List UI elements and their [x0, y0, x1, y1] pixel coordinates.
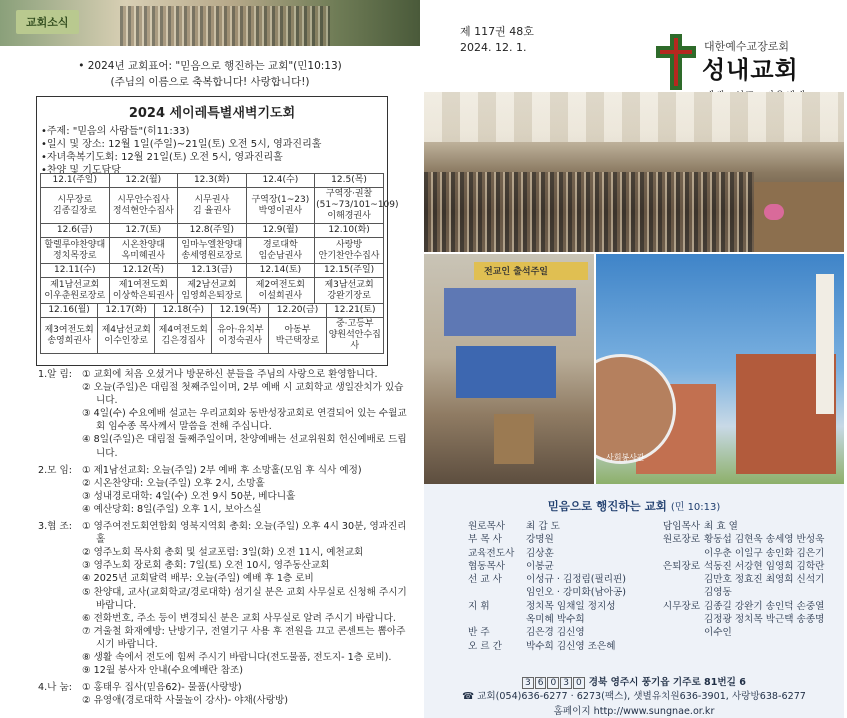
- announcement-section: [38, 464, 410, 516]
- schedule-person: 이상학은퇴권사: [112, 290, 174, 301]
- announcement-item: ① 홍태우 집사(믿음62)- 물품(사랑방): [82, 682, 242, 694]
- staff-row: [468, 533, 668, 546]
- schedule-leader: [246, 278, 315, 304]
- schedule-person: 임영희은퇴장로: [181, 290, 243, 301]
- address-line: [424, 674, 844, 689]
- denomination: 대한예수교장로회: [704, 40, 790, 53]
- schedule-date: 12.16(월): [41, 304, 98, 318]
- announcement-item: ① 교회에 처음 오셨거나 방문하신 분들을 주님의 사랑으로 환영합니다.: [82, 369, 378, 380]
- banner-photo: [120, 6, 330, 46]
- schedule-leader: [269, 318, 326, 354]
- zip-digit: 3: [560, 677, 572, 689]
- staff-row: [640, 613, 847, 626]
- info-line: •주제: "믿음의 사람들"(히11:33): [41, 126, 190, 137]
- prayer-meeting-title: 2024 세이레특별새벽기도회: [128, 106, 296, 121]
- news-tag: 교회소식: [16, 10, 79, 34]
- schedule-person: 양원석안수집사: [328, 330, 381, 351]
- schedule-date: 12.18(수): [155, 304, 212, 318]
- church-name: 성내교회: [702, 56, 799, 84]
- zip-digit: 6: [535, 677, 547, 689]
- announcements: [38, 364, 410, 707]
- announcement-item: ② 영주노회 목사회 총회 및 설교포럼: 3일(화) 오전 11시, 예천교회: [82, 547, 364, 559]
- staff-names: 임인오 · 강미화(남아공): [526, 587, 627, 599]
- schedule-leader: [326, 318, 383, 354]
- theme-verse-ref: (민 10:13): [670, 502, 721, 513]
- issue-date: 2024. 12. 1.: [460, 41, 527, 54]
- schedule-date: 12.8(주일): [178, 224, 247, 238]
- schedule-group: 할렐루야찬양대: [44, 239, 106, 250]
- staff-names: 옥미혜 박수희: [526, 614, 585, 626]
- church-building-photo: [596, 254, 844, 484]
- schedule-leader: [315, 238, 384, 264]
- schedule-person: 이우춘원로장로: [44, 290, 106, 301]
- schedule-group: 제2여전도회: [255, 279, 305, 290]
- schedule-person: 이수인장로: [104, 335, 148, 346]
- staff-names: 이봉균: [526, 560, 554, 572]
- info-line: •자녀축복기도회: 12월 21일(토) 오전 5시, 영과진리홀: [41, 152, 283, 163]
- schedule-date: 12.2(월): [109, 174, 178, 188]
- schedule-person: 박근택장로: [275, 335, 320, 346]
- schedule-date: 12.11(수): [41, 264, 110, 278]
- staff-row: [468, 640, 668, 653]
- announcement-section: [38, 368, 410, 460]
- staff-list-right: [640, 520, 847, 640]
- schedule-leader: [315, 188, 399, 224]
- schedule-group: 제1남선교회: [50, 279, 100, 290]
- year-theme-sub: (주님의 이름으로 축복합니다! 사랑합니다!): [110, 76, 310, 88]
- schedule-date: 12.1(주일): [41, 174, 110, 188]
- schedule-leader: [155, 318, 212, 354]
- year-theme: • 2024년 교회표어: "믿음으로 행진하는 교회"(민10:13): [78, 60, 342, 72]
- staff-role: 원로장로: [662, 534, 700, 546]
- staff-row: [640, 533, 847, 546]
- schedule-group: 경로대학: [262, 239, 298, 250]
- announcement-item: ② 시온찬양대: 오늘(주일) 오후 2시, 소망홀: [82, 477, 265, 489]
- announcement-item: ③ 4일(수) 수요예배 설교는 우리교회와 동반성장교회로 연결되어 있는 수월교회 임수종 목사께서 말씀을 전해 주십니다.: [82, 408, 407, 433]
- theme-verse: [424, 498, 844, 514]
- announcement-item: ② 유영애(경로대학 사물놀이 강사)- 야채(사랑방): [82, 695, 289, 707]
- schedule-group: 제3남선교회: [324, 279, 374, 290]
- news-banner: [0, 0, 420, 46]
- schedule-group: 제3여전도회: [44, 324, 94, 335]
- staff-row: [468, 600, 668, 613]
- announcement-section: [38, 681, 410, 707]
- schedule-leader: [41, 278, 110, 304]
- schedule-group: 제2남선교회: [187, 279, 237, 290]
- church-logo: [656, 28, 836, 98]
- schedule-leader: [246, 238, 315, 264]
- staff-row: [640, 600, 847, 613]
- schedule-date: 12.15(주일): [315, 264, 384, 278]
- staff-role: 오 르 간: [468, 640, 502, 652]
- issue-info: [460, 24, 534, 56]
- schedule-date: 12.19(목): [212, 304, 269, 318]
- announcement-item: ⑤ 찬양대, 교사(교회학교/경로대학) 섬기실 분은 교회 사무실로 신청해 주시기 바랍니다.: [82, 586, 407, 611]
- staff-role: 선 교 사: [468, 574, 502, 586]
- schedule-person: 이정숙권사: [218, 335, 263, 346]
- photo-caption: 사회봉사관: [606, 453, 645, 462]
- schedule-leader: [178, 238, 247, 264]
- schedule-date: 12.7(토): [109, 224, 178, 238]
- schedule-person: 안기찬안수집사: [318, 250, 380, 261]
- church-info-panel: [424, 484, 844, 718]
- staff-names: 정치목 임채일 정지성: [526, 600, 616, 612]
- schedule-person: 정석현안수집사: [112, 205, 174, 216]
- schedule-leader: [212, 318, 269, 354]
- right-page: [420, 0, 847, 718]
- schedule-group: 구역장·권찰(51~73/101~109): [316, 189, 399, 210]
- schedule-person: 정치목장로: [53, 250, 97, 261]
- schedule-leader: [41, 318, 98, 354]
- homepage-link[interactable]: 홈페이지 http://www.sungnae.or.kr: [553, 706, 715, 717]
- schedule-leader: [109, 238, 178, 264]
- schedule-person: 이설희권사: [258, 290, 303, 301]
- announcement-item: ① 제1남선교회: 오늘(주일) 2부 예배 후 소망홀(모임 후 식사 예정): [82, 464, 362, 476]
- schedule-date: 12.17(화): [98, 304, 155, 318]
- worship-photo: [424, 92, 844, 252]
- schedule-group: 아동부: [284, 324, 311, 335]
- cross-icon: [656, 34, 696, 90]
- staff-row: [468, 613, 668, 626]
- staff-role: [640, 547, 704, 560]
- prayer-meeting-info: [41, 125, 383, 177]
- staff-row: [468, 560, 668, 573]
- schedule-date: 12.21(토): [326, 304, 383, 318]
- announcement-item: ⑥ 전화번호, 주소 등이 변경되신 분은 교회 사무실로 알려 주시기 바랍니다.: [82, 612, 396, 624]
- schedule-date: 12.3(화): [178, 174, 247, 188]
- schedule-date: 12.10(화): [315, 224, 384, 238]
- staff-row: [640, 560, 847, 573]
- schedule-leader: [98, 318, 155, 354]
- staff-row: [640, 520, 847, 533]
- zip-digit: 0: [547, 677, 559, 689]
- schedule-group: 시온찬양대: [121, 239, 166, 250]
- staff-row: [468, 586, 668, 599]
- schedule-date: 12.5(목): [315, 174, 384, 188]
- schedule-leader: [41, 188, 110, 224]
- staff-names: 김종길 강완기 송인덕 손중열: [704, 600, 825, 612]
- schedule-leader: [178, 188, 247, 224]
- staff-names: 김은경 김신영: [526, 627, 585, 639]
- schedule-person: 송영희권사: [47, 335, 91, 346]
- schedule-person: 옥미혜권사: [121, 250, 166, 261]
- sermon-photo: [424, 254, 594, 484]
- schedule-date: 12.14(토): [246, 264, 315, 278]
- announcement-item: ④ 8일(주일)은 대림절 둘째주일이며, 찬양예배는 선교위원회 헌신예배로 드립니다.: [82, 434, 407, 459]
- staff-names: 김만호 정효진 최영희 신석기: [704, 574, 825, 586]
- schedule-group: 제4남선교회: [101, 324, 151, 335]
- announcement-item: ③ 영주노회 장로회 총회: 7일(토) 오전 10시, 영주동산교회: [82, 560, 330, 572]
- staff-role: 반 주: [468, 627, 490, 639]
- sermon-banner-text: 전교인 출석주일: [484, 267, 548, 277]
- staff-names: 김상훈: [526, 547, 554, 559]
- staff-names: 최 효 열: [704, 521, 738, 532]
- schedule-group: 임마누엘찬양대: [181, 239, 243, 250]
- schedule-group: 구역장(1~23): [251, 194, 310, 205]
- schedule-person: 임순남권사: [258, 250, 303, 261]
- schedule-group: 제1여전도회: [118, 279, 168, 290]
- schedule-group: 중·고등부: [335, 319, 374, 329]
- schedule-date: 12.20(금): [269, 304, 326, 318]
- staff-list-left: [468, 520, 668, 653]
- announcement-label: 1.알 림:: [38, 369, 72, 380]
- staff-role: 원로목사: [468, 521, 506, 532]
- announcement-label: 2.모 임:: [38, 464, 72, 476]
- announcement-item: ④ 2025년 교회달력 배부: 오늘(주일) 예배 후 1층 로비: [82, 573, 314, 585]
- address: 경북 영주시 풍기읍 기주로 81번길 6: [588, 677, 746, 688]
- schedule-leader: [246, 188, 315, 224]
- info-line: •일시 및 장소: 12월 1일(주일)~21일(토) 오전 5시, 영과진리홀: [41, 139, 322, 150]
- staff-role: 부 목 사: [468, 534, 502, 546]
- schedule-person: 강완기장로: [327, 290, 371, 301]
- staff-names: 황동섭 김현욱 송세영 반성욱: [704, 534, 825, 546]
- staff-names: 김영동: [704, 587, 732, 599]
- staff-role: [640, 573, 704, 586]
- schedule-person: 김은경집사: [161, 335, 206, 346]
- schedule-person: 송세영원로장로: [181, 250, 243, 261]
- announcement-item: ③ 성내경로대학: 4일(수) 오전 9시 50분, 베다니홀: [82, 490, 296, 502]
- schedule-group: 시무안수집사: [117, 194, 170, 205]
- schedule-leader: [109, 188, 178, 224]
- schedule-date: 12.13(금): [178, 264, 247, 278]
- staff-row: [468, 626, 668, 639]
- prayer-schedule-table: [40, 173, 399, 354]
- announcement-item: ② 오늘(주일)은 대림절 첫째주일이며, 2부 예배 시 교회학교 생일잔치가 있습니다.: [82, 382, 404, 407]
- schedule-group: 제4여전도회: [158, 324, 208, 335]
- announcement-item: ⑦ 겨울철 화재예방: 난방기구, 전열기구 사용 후 전원을 끄고 콘센트는 뽑아주시기 바랍니다.: [82, 625, 406, 650]
- staff-role: [640, 586, 704, 599]
- staff-role: [468, 586, 526, 599]
- staff-names: 이우춘 이일구 송인화 김은기: [704, 547, 825, 559]
- schedule-group: 사랑방: [336, 239, 363, 250]
- schedule-date: 12.9(월): [246, 224, 315, 238]
- schedule-date: 12.6(금): [41, 224, 110, 238]
- staff-names: 김정광 정치목 박근택 송종명: [704, 614, 825, 626]
- staff-row: [640, 586, 847, 599]
- staff-role: 지 휘: [468, 600, 490, 612]
- staff-row: [640, 626, 847, 639]
- phone-line: ☎ 교회(054)636-6277 · 6273(팩스), 샛별유치원636-3901, 사랑방638-6277: [462, 691, 806, 702]
- schedule-leader: [109, 278, 178, 304]
- staff-role: 교육전도사: [468, 547, 515, 559]
- staff-names: 이성규 · 김정림(필리핀): [526, 574, 627, 586]
- staff-names: 박수희 김신영 조은혜: [526, 640, 616, 652]
- staff-row: [640, 573, 847, 586]
- announcement-label: 4.나 눔:: [38, 682, 72, 694]
- zip-digit: 0: [573, 677, 585, 689]
- schedule-group: 시무장로: [57, 194, 93, 205]
- staff-role: 담임목사: [662, 521, 700, 532]
- schedule-person: 김 율권사: [193, 205, 231, 216]
- staff-role: 협동목사: [468, 560, 506, 572]
- volume-number: 제 117권 48호: [460, 25, 534, 38]
- staff-role: 은퇴장로: [662, 560, 700, 572]
- staff-role: [640, 626, 704, 639]
- staff-row: [468, 573, 668, 586]
- theme-verse-text: 믿음으로 행진하는 교회: [547, 499, 667, 513]
- schedule-date: 12.12(목): [109, 264, 178, 278]
- zip-digit: 3: [522, 677, 534, 689]
- schedule-person: 박영이권사: [258, 205, 303, 216]
- announcement-label: 3.협 조:: [38, 521, 72, 533]
- staff-names: 최 갑 도: [526, 521, 560, 532]
- schedule-group: 유아·유치부: [217, 324, 264, 335]
- schedule-leader: [315, 278, 384, 304]
- info-line: •찬양 및 기도담당: [41, 165, 121, 176]
- schedule-date: 12.4(수): [246, 174, 315, 188]
- schedule-person: 이해경권사: [327, 211, 371, 221]
- staff-role: 시무장로: [662, 600, 700, 612]
- staff-role: [640, 613, 704, 626]
- staff-names: 강명원: [526, 534, 554, 546]
- announcement-section: [38, 520, 410, 677]
- schedule-person: 김종길장로: [53, 205, 97, 216]
- staff-row: [640, 547, 847, 560]
- staff-role: [468, 613, 526, 626]
- staff-row: [468, 520, 668, 533]
- announcement-item: ⑧ 생활 속에서 전도에 힘써 주시기 바랍니다(전도물품, 전도지- 1층 로비).: [82, 651, 392, 663]
- schedule-leader: [178, 278, 247, 304]
- staff-names: 이수인: [704, 627, 732, 639]
- announcement-item: ④ 예산당회: 8일(주일) 오후 1시, 보아스실: [82, 503, 262, 515]
- announcement-item: ⑨ 12월 봉사자 안내(수요예배란 참조): [82, 665, 243, 677]
- staff-names: 석동진 서강현 임영희 김학란: [704, 560, 825, 572]
- schedule-leader: [41, 238, 110, 264]
- announcement-item: ① 영주여전도회연합회 영북지역회 총회: 오늘(주일) 오후 4시 30분, 영과진리홀: [82, 521, 407, 546]
- staff-row: [468, 547, 668, 560]
- left-page: [0, 0, 420, 718]
- schedule-group: 시무권사: [194, 194, 230, 205]
